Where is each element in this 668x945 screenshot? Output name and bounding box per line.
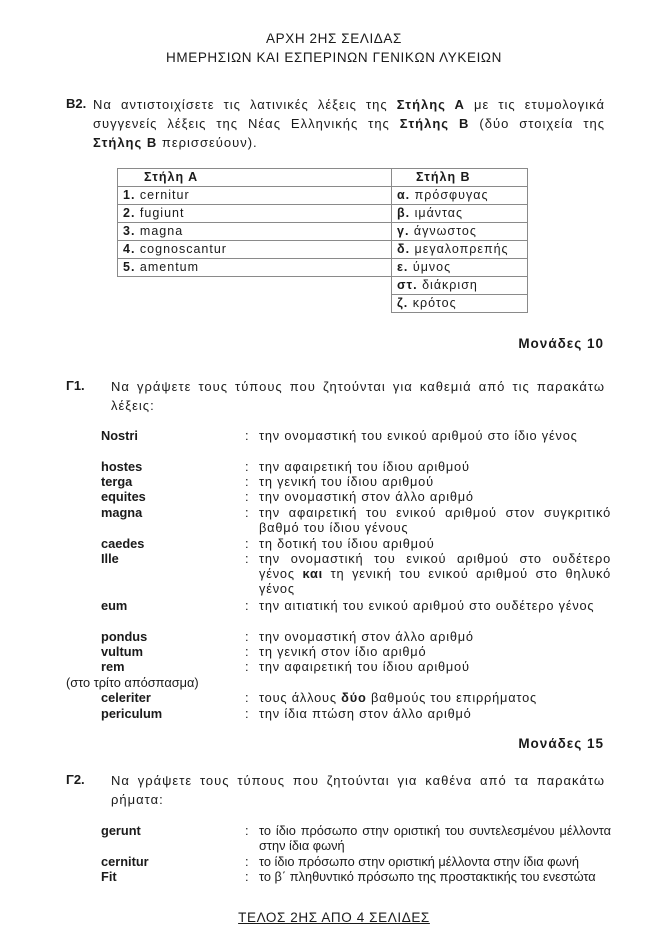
table-row [118, 187, 528, 205]
item-letter: ζ. [397, 296, 409, 310]
latin-word: cognoscantur [139, 242, 227, 256]
empty-cell [118, 277, 392, 295]
b2-text-part: περισσεύουν). [157, 135, 258, 150]
colon-separator: : [245, 823, 249, 838]
description: την ίδια πτώση στον άλλο αριθμό [259, 706, 472, 721]
column-b-cell [392, 241, 528, 259]
page-footer [0, 910, 668, 925]
item-number: 5. [123, 260, 136, 274]
description: το β΄ πληθυντικό πρόσωπο της προστακτικής του ενεστώτα [259, 869, 596, 884]
column-a-cell [118, 205, 392, 223]
list-item [101, 489, 611, 504]
term: equites [101, 489, 146, 504]
description: το ίδιο πρόσωπο στην οριστική του συντελεσμένου μέλλοντα στην ίδια φωνή [259, 823, 611, 854]
question-g1-label: Γ1. [66, 378, 85, 393]
list-item [101, 598, 611, 613]
column-a-cell [118, 259, 392, 277]
colon-separator: : [245, 474, 249, 489]
description: την ονομαστική στον άλλο αριθμό [259, 629, 474, 644]
latin-word: cernitur [139, 188, 190, 202]
column-b-cell [392, 187, 528, 205]
description-part: τους άλλους [259, 690, 342, 705]
term: Ille [101, 551, 119, 566]
column-b-cell [392, 223, 528, 241]
table-row [118, 295, 528, 313]
question-b2-label: Β2. [66, 96, 87, 111]
term: celeriter [101, 690, 151, 705]
column-b-header: Στήλη Β [392, 169, 528, 187]
colon-separator: : [245, 644, 249, 659]
list-item [101, 551, 611, 597]
greek-word: πρόσφυγας [414, 188, 489, 202]
question-g1-text: Να γράψετε τους τύπους που ζητούνται για καθεμιά από τις παρακάτω λέξεις: [111, 379, 605, 413]
term: rem [101, 659, 125, 674]
list-item [101, 474, 611, 489]
colon-separator: : [245, 489, 249, 504]
greek-word: ύμνος [412, 260, 452, 274]
page-header-line1: ΑΡΧΗ 2ΗΣ ΣΕΛΙΔΑΣ [266, 31, 402, 46]
item-number: 1. [123, 188, 136, 202]
list-item [101, 459, 611, 474]
list-item [101, 629, 611, 644]
latin-word: fugiunt [139, 206, 185, 220]
colon-separator: : [245, 659, 249, 674]
colon-separator: : [245, 869, 249, 884]
b2-text-part: (δύο στοιχεία της [469, 116, 605, 131]
description: την ονομαστική στον άλλο αριθμό [259, 489, 474, 504]
b2-points: Μονάδες 10 [518, 336, 604, 351]
item-number: 3. [123, 224, 136, 238]
list-item [101, 644, 611, 659]
list-item [101, 659, 611, 674]
table-header-row [118, 169, 528, 187]
table-row [118, 205, 528, 223]
colon-separator: : [245, 551, 249, 566]
colon-separator: : [245, 428, 249, 443]
latin-word: amentum [139, 260, 200, 274]
greek-word: κρότος [412, 296, 457, 310]
b2-text-part: Να αντιστοιχίσετε τις λατινικές λέξεις της [93, 97, 397, 112]
term: Fit [101, 869, 117, 884]
description-part: την ονομαστική του ενικού αριθμού στο ουδέτερο γένος [259, 551, 611, 582]
g1-points: Μονάδες 15 [518, 736, 604, 751]
list-item [101, 536, 611, 551]
colon-separator: : [245, 854, 249, 869]
item-letter: α. [397, 188, 411, 202]
term: hostes [101, 459, 143, 474]
term: vultum [101, 644, 143, 659]
matching-table [117, 168, 528, 313]
list-item [101, 706, 611, 721]
column-b-cell [392, 259, 528, 277]
greek-word: μεγαλοπρεπής [414, 242, 509, 256]
colon-separator: : [245, 690, 249, 705]
greek-word: διάκριση [422, 278, 478, 292]
term: magna [101, 505, 143, 520]
column-a-cell [118, 223, 392, 241]
table-row [118, 241, 528, 259]
question-b2-text [93, 95, 605, 152]
colon-separator: : [245, 706, 249, 721]
emphasis: και [302, 566, 323, 582]
colon-separator: : [245, 598, 249, 613]
column-a-cell [118, 187, 392, 205]
table-row [118, 277, 528, 295]
description: την αιτιατική του ενικού αριθμού στο ουδέτερο γένος [259, 598, 595, 613]
term: caedes [101, 536, 145, 551]
page-header-line2: ΗΜΕΡΗΣΙΩΝ ΚΑΙ ΕΣΠΕΡΙΝΩΝ ΓΕΝΙΚΩΝ ΛΥΚΕΙΩΝ [166, 50, 502, 65]
description: την αφαιρετική του ενικού αριθμού στον συγκριτικό βαθμό του ίδιου γένους [259, 505, 611, 536]
item-letter: β. [397, 206, 411, 220]
term: Nostri [101, 428, 138, 443]
greek-word: άγνωστος [413, 224, 477, 238]
list-item [101, 869, 611, 884]
description [259, 690, 611, 705]
b2-text-part: με τις ετυμολογικά συγγενείς λέξεις της Νέας Ελληνικής της [93, 97, 605, 131]
colon-separator: : [245, 459, 249, 474]
latin-word: magna [139, 224, 184, 238]
column-a-cell [118, 241, 392, 259]
column-b-cell [392, 205, 528, 223]
item-number: 2. [123, 206, 136, 220]
emphasis: δύο [341, 690, 367, 705]
question-g2-text: Να γράψετε τους τύπους που ζητούνται για καθένα από τα παρακάτω ρήματα: [111, 773, 605, 807]
description: τη γενική του ίδιου αριθμού [259, 474, 434, 489]
description: την ονομαστική του ενικού αριθμού στο ίδιο γένος [259, 428, 578, 443]
b2-text-bold: Στήλης Β [399, 116, 470, 131]
colon-separator: : [245, 536, 249, 551]
colon-separator: : [245, 629, 249, 644]
term: eum [101, 598, 128, 613]
table-row [118, 223, 528, 241]
term: terga [101, 474, 133, 489]
list-item [101, 823, 611, 853]
description: τη γενική στον ίδιο αριθμό [259, 644, 427, 659]
item-letter: στ. [397, 278, 418, 292]
list-item [101, 505, 611, 535]
table-row [118, 259, 528, 277]
description: την αφαιρετική του ίδιου αριθμού [259, 659, 470, 674]
b2-text-bold: Στήλης Β [93, 135, 158, 150]
question-g2-label: Γ2. [66, 772, 85, 787]
description: τη δοτική του ίδιου αριθμού [259, 536, 435, 551]
item-letter: δ. [397, 242, 411, 256]
term: gerunt [101, 823, 141, 838]
item-number: 4. [123, 242, 136, 256]
term: pondus [101, 629, 148, 644]
description: το ίδιο πρόσωπο στην οριστική μέλλοντα στην ίδια φωνή [259, 854, 580, 869]
description: την αφαιρετική του ίδιου αριθμού [259, 459, 470, 474]
description-part: τη γενική του ενικού αριθμού στο θηλυκό γένος [259, 566, 611, 597]
column-a-header: Στήλη Α [118, 169, 392, 187]
greek-word: ιμάντας [414, 206, 464, 220]
column-b-cell [392, 277, 528, 295]
list-item [101, 428, 611, 443]
column-b-cell [392, 295, 528, 313]
description [259, 551, 611, 597]
colon-separator: : [245, 505, 249, 520]
term: cernitur [101, 854, 149, 869]
empty-cell [118, 295, 392, 313]
description-part: βαθμούς του επιρρήματος [366, 690, 537, 705]
list-item [101, 690, 611, 705]
list-item [101, 854, 611, 869]
item-letter: ε. [397, 260, 409, 274]
item-letter: γ. [397, 224, 410, 238]
section-note: (στο τρίτο απόσπασμα) [66, 675, 199, 690]
b2-text-bold: Στήλης Α [396, 97, 465, 112]
page-footer-text: ΤΕΛΟΣ 2ΗΣ ΑΠΟ 4 ΣΕΛΙΔΕΣ [238, 910, 430, 925]
term: periculum [101, 706, 163, 721]
